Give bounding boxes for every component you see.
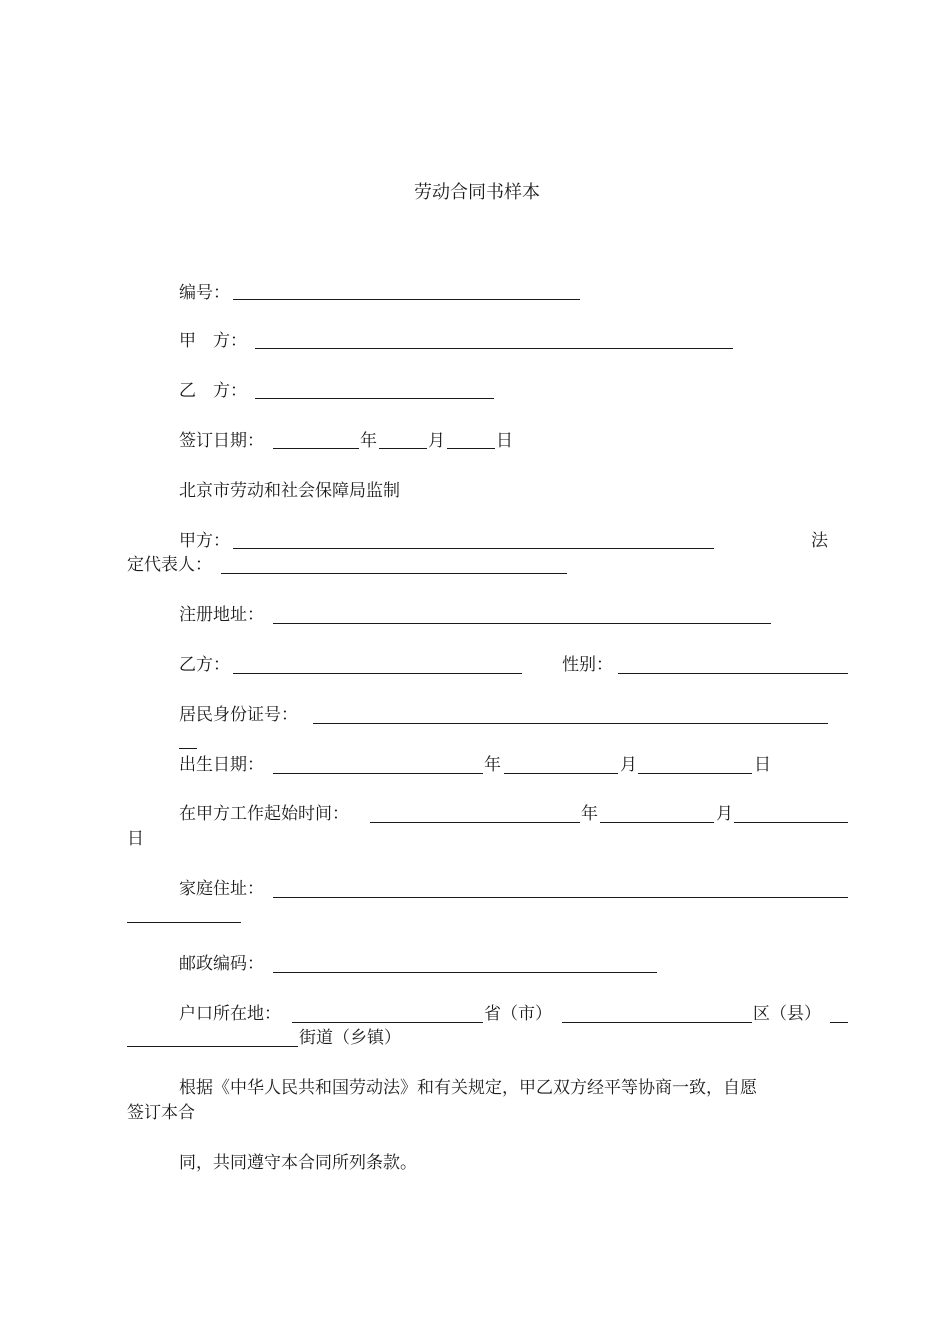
hukou-street-blank[interactable] (127, 1046, 298, 1047)
preamble-line-2: 签订本合 (127, 1103, 195, 1123)
cover-party-a-blank[interactable] (255, 348, 733, 349)
hukou-province-blank[interactable] (292, 1022, 483, 1023)
start-day-unit: 日 (127, 829, 144, 849)
party-a-label: 甲方： (179, 531, 230, 551)
cover-party-b-label: 乙 方： (179, 381, 247, 401)
sign-year-blank[interactable] (273, 448, 359, 449)
start-date-label: 在甲方工作起始时间： (179, 804, 349, 824)
start-month-blank[interactable] (600, 822, 714, 823)
legal-rep-blank[interactable] (221, 573, 567, 574)
preamble-line-3: 同，共同遵守本合同所列条款。 (179, 1153, 417, 1173)
id-number-label: 居民身份证号： (179, 705, 298, 725)
birth-year-blank[interactable] (273, 773, 483, 774)
home-address-label: 家庭住址： (179, 879, 264, 899)
id-number-blank[interactable] (313, 723, 828, 724)
document-title: 劳动合同书样本 (414, 182, 540, 203)
hukou-district-blank[interactable] (562, 1022, 752, 1023)
party-a-blank[interactable] (233, 548, 714, 549)
number-label: 编号： (179, 283, 230, 303)
cover-party-b-blank[interactable] (255, 398, 494, 399)
birth-year-unit: 年 (484, 755, 501, 775)
reg-address-blank[interactable] (273, 623, 771, 624)
gender-label: 性别： (562, 655, 613, 675)
birth-month-unit: 月 (620, 755, 637, 775)
start-year-blank[interactable] (370, 822, 580, 823)
sign-year-unit: 年 (360, 431, 377, 451)
start-day-blank[interactable] (734, 822, 848, 823)
birth-date-label: 出生日期： (179, 755, 264, 775)
sign-date-label: 签订日期： (179, 431, 264, 451)
postcode-blank[interactable] (273, 972, 657, 973)
start-year-unit: 年 (581, 804, 598, 824)
sign-month-blank[interactable] (379, 448, 427, 449)
sign-day-blank[interactable] (447, 448, 495, 449)
number-blank[interactable] (233, 299, 580, 300)
start-month-unit: 月 (716, 804, 733, 824)
birth-day-unit: 日 (754, 755, 771, 775)
preamble-line-1: 根据《中华人民共和国劳动法》和有关规定，甲乙双方经平等协商一致，自愿 (179, 1078, 757, 1098)
birth-day-blank[interactable] (638, 773, 752, 774)
hukou-street-unit: 街道（乡镇） (299, 1028, 401, 1048)
party-b-blank[interactable] (233, 673, 522, 674)
reg-address-label: 注册地址： (179, 605, 264, 625)
cover-party-a-label: 甲 方： (179, 331, 247, 351)
hukou-district-unit: 区（县） (753, 1004, 821, 1024)
party-b-label: 乙方： (179, 655, 230, 675)
home-address-blank[interactable] (273, 897, 848, 898)
hukou-street-blank-start[interactable] (830, 1022, 848, 1023)
legal-rep-label-start: 法 (811, 531, 828, 551)
birth-month-blank[interactable] (504, 773, 618, 774)
gender-blank[interactable] (618, 673, 848, 674)
sign-day-unit: 日 (496, 431, 513, 451)
hukou-label: 户口所在地： (179, 1004, 281, 1024)
supervisor-line: 北京市劳动和社会保障局监制 (179, 481, 400, 501)
id-number-blank-wrap[interactable] (179, 748, 197, 749)
hukou-province-unit: 省（市） (484, 1004, 552, 1024)
sign-month-unit: 月 (428, 431, 445, 451)
home-address-blank-wrap[interactable] (127, 922, 241, 923)
postcode-label: 邮政编码： (179, 954, 264, 974)
legal-rep-label-end: 定代表人： (127, 555, 212, 575)
